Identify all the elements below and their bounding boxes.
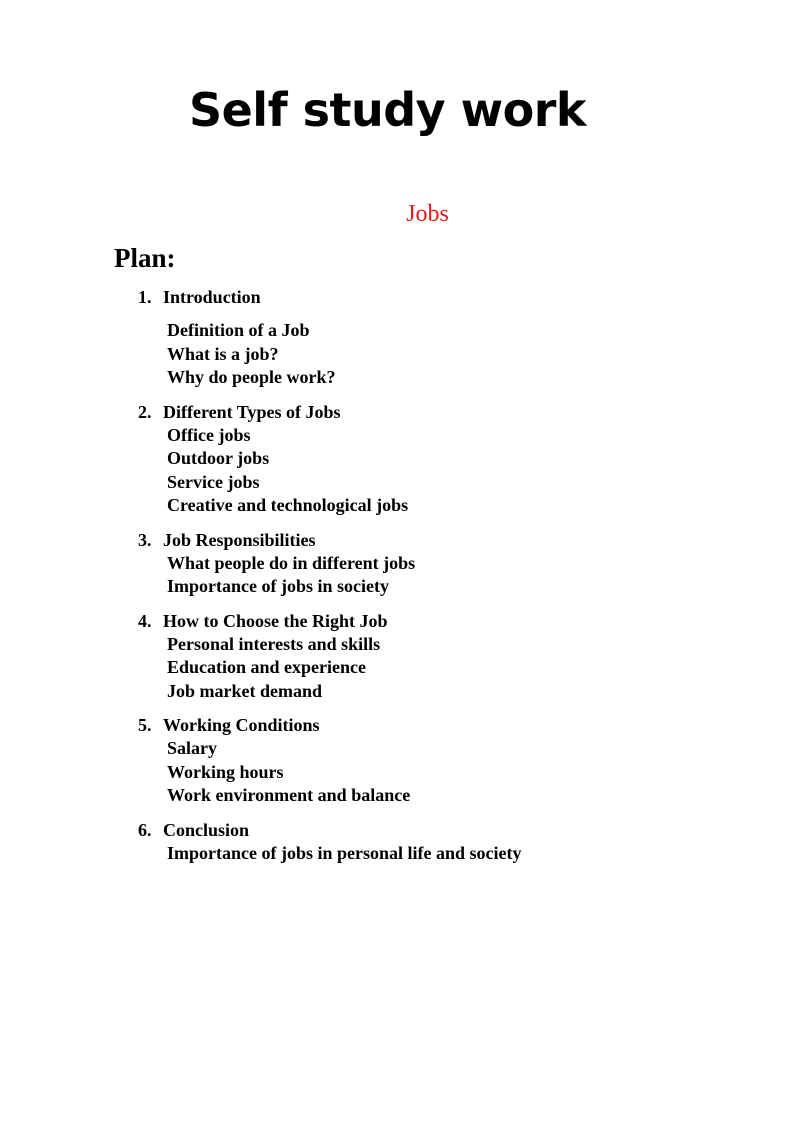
- plan-heading: Plan:: [114, 243, 176, 273]
- section-subtopics: [138, 424, 738, 518]
- section-heading: [138, 528, 738, 552]
- subtopic-item: Office jobs: [167, 424, 251, 445]
- subtopic-item: Personal interests and skills: [167, 633, 381, 654]
- subtopic-item: Salary: [167, 738, 218, 758]
- section-heading: [138, 285, 738, 309]
- plan-section: [138, 528, 738, 599]
- subtopic-item: Service jobs: [167, 471, 260, 492]
- subtopic-item: Importance of jobs in society: [167, 576, 389, 596]
- plan-section: [138, 285, 738, 390]
- section-heading: [138, 818, 738, 842]
- section-subtopics: [138, 319, 738, 390]
- document-subtitle: Jobs: [406, 201, 449, 227]
- section-number: 6.: [138, 819, 152, 840]
- subtopic-item: Working hours: [167, 761, 284, 782]
- subtopic-item: What people do in different jobs: [167, 552, 416, 573]
- section-title: Working Conditions: [163, 715, 320, 735]
- subtopic-item: Importance of jobs in personal life and society: [167, 842, 522, 863]
- section-subtopics: [138, 552, 738, 599]
- section-subtopics: [138, 842, 738, 866]
- section-title: Conclusion: [163, 819, 250, 840]
- subtopic-item: Outdoor jobs: [167, 448, 270, 468]
- section-title: Introduction: [163, 287, 261, 307]
- plan-section: [138, 400, 738, 518]
- plan-section: [138, 713, 738, 808]
- section-heading: [138, 400, 738, 424]
- section-number: 1.: [138, 287, 152, 307]
- plan-section: [138, 818, 738, 866]
- section-number: 2.: [138, 401, 152, 422]
- section-subtopics: [138, 633, 738, 704]
- section-heading: [138, 609, 738, 633]
- section-heading: [138, 713, 738, 737]
- section-subtopics: [138, 737, 738, 808]
- subtopic-item: Education and experience: [167, 657, 367, 677]
- section-title: Different Types of Jobs: [163, 401, 341, 422]
- section-title: Job Responsibilities: [163, 529, 316, 550]
- subtopic-item: Work environment and balance: [167, 785, 411, 805]
- section-number: 5.: [138, 715, 152, 735]
- subtopic-item: What is a job?: [167, 343, 279, 364]
- plan-section: [138, 609, 738, 704]
- subtopic-item: Job market demand: [167, 680, 323, 701]
- subtopic-item: Definition of a Job: [167, 320, 310, 340]
- document-title: Self study work: [188, 83, 587, 137]
- section-number: 4.: [138, 610, 152, 631]
- section-number: 3.: [138, 529, 152, 550]
- subtopic-item: Why do people work?: [167, 367, 336, 387]
- plan-list: [138, 285, 738, 875]
- subtopic-item: Creative and technological jobs: [167, 495, 409, 515]
- section-title: How to Choose the Right Job: [163, 610, 388, 631]
